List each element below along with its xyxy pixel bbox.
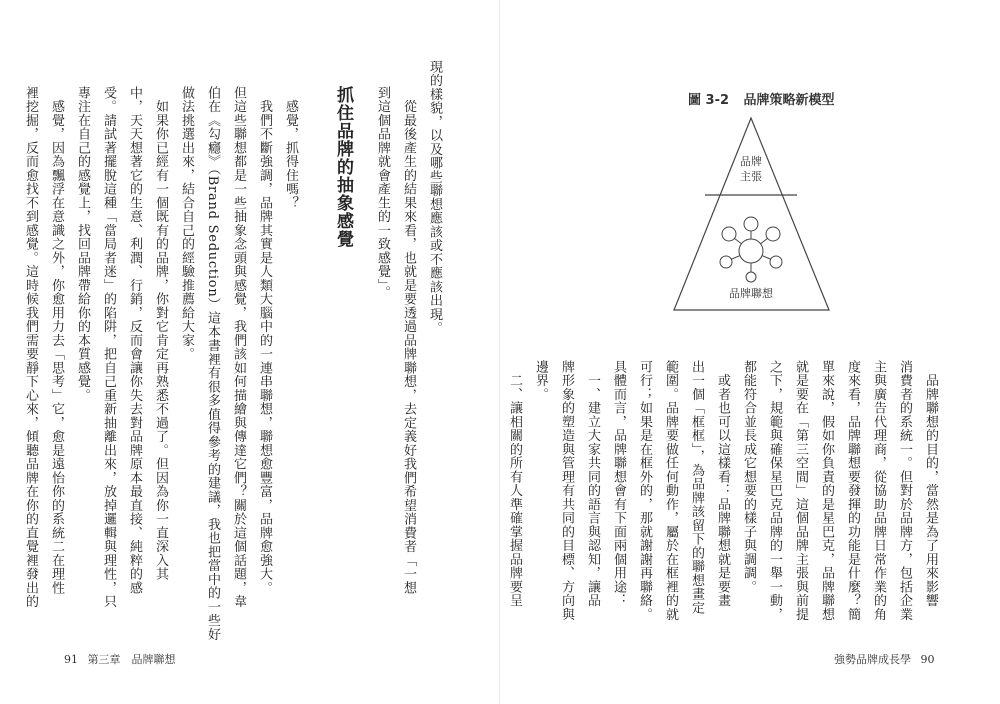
right-page xyxy=(500,0,1000,704)
body-column: 感覺，因為飄浮在意識之外，你愈用力去「思考」它，愈是遠怡你的系統二在理性 xyxy=(49,86,64,595)
body-column: 可行；如果是在框外的，那就謝謝再聯絡。 xyxy=(637,360,652,622)
body-column: 做法挑選出來，結合自己的經驗推薦給大家。 xyxy=(179,86,194,361)
running-head: 第三章 品牌聯想 xyxy=(87,653,176,666)
body-column: 專注在自己的感覺上，找回品牌帶給你的本質感覺。 xyxy=(75,86,90,403)
body-column: 具體而言，品牌聯想會有下面兩個用途： xyxy=(611,360,626,608)
body-column: 如果你已經有一個既有的品牌，你對它肯定再熟悉不過了。但因為你一直深入其 xyxy=(153,86,168,581)
body-column: 中，天天想著它的生意、利潤、行銷，反而會讓你失去對品牌原本最直接、純粹的感 xyxy=(127,86,142,595)
body-column: 消費者的系統一。但對於品牌方，包括企業 xyxy=(897,360,912,622)
body-column: 但這些聯想都是一些抽象念頭與感覺，我們該如何描繪與傳達它們？關於這個話題，韋 xyxy=(231,86,246,609)
body-column: 一、建立大家共同的語言與認知，讓品 xyxy=(585,360,600,608)
body-column: 範圍。品牌要做任何動作，屬於在框裡的就 xyxy=(663,360,678,622)
body-column: 伯在《勾癮》（Brand Seduction）這本書裡有很多值得參考的建議，我也把當中的一些好 xyxy=(205,86,220,642)
left-folio xyxy=(64,651,182,667)
running-head: 強勢品牌成長學 xyxy=(834,653,911,666)
figure-number: 圖 3-2 xyxy=(688,93,730,108)
body-column: 或者也可以這樣看：品牌聯想就是要畫 xyxy=(715,360,730,608)
body-column: 我們不斷強調，品牌其實是人類大腦中的一連串聯想，聯想愈豐富，品牌愈強大。 xyxy=(257,86,272,595)
body-column: 都能符合並長成它想要的樣子與調調。 xyxy=(741,360,756,594)
body-column: 主與廣告代理商，從協助品牌日常作業的角 xyxy=(871,360,886,622)
body-column: 出一個「框框」，為品牌該留下的聯想畫定 xyxy=(689,360,704,615)
body-column: 就是要在「第三空間」這個品牌主張與前提 xyxy=(793,360,808,622)
body-column: 到這個品牌就會產生的一致感覺」。 xyxy=(375,86,390,300)
section-heading: 抓住品牌的抽象感覺 xyxy=(333,86,353,248)
body-column: 從最後產生的結果來看，也就是要透過品牌聯想，去定義好我們希望消費者「一想 xyxy=(401,86,416,595)
brand-proposition-label-line1: 品牌 xyxy=(740,155,762,168)
brand-proposition-label-line2: 主張 xyxy=(740,170,762,183)
body-column: 度來看，品牌聯想要發揮的功能是什麼？簡 xyxy=(845,360,860,622)
brand-association-label: 品牌聯想 xyxy=(729,287,773,300)
body-column: 牌形象的塑造與管理有共同的目標、方向與 xyxy=(559,360,574,622)
body-column: 感覺，抓得住嗎？ xyxy=(283,86,298,210)
page-number: 90 xyxy=(920,653,935,666)
body-column: 二、讓相關的所有人準確掌握品牌要呈 xyxy=(507,360,522,608)
right-folio xyxy=(834,651,941,667)
body-column: 之下，規範與確保星巴克品牌的一舉一動， xyxy=(767,360,782,622)
body-column: 單來說，假如你負責的是星巴克，品牌聯想 xyxy=(819,360,834,622)
body-column: 現的樣貌，以及哪些聯想應該或不應該出現。 xyxy=(427,60,442,335)
page-number: 91 xyxy=(64,653,78,666)
figure-title: 品牌策略新模型 xyxy=(743,93,835,108)
body-column: 裡挖掘，反而愈找不到感覺。這時候我們需要靜下心來，傾聽品牌在你的直覺裡發出的 xyxy=(23,86,38,609)
body-column: 品牌聯想的目的，當然是為了用來影響 xyxy=(923,360,938,608)
body-column: 邊界。 xyxy=(533,360,548,402)
body-column: 受。請試著擺脫這種「當局者迷」的陷阱，把自己重新抽離出來，放掉邏輯與理性，只 xyxy=(101,86,116,609)
